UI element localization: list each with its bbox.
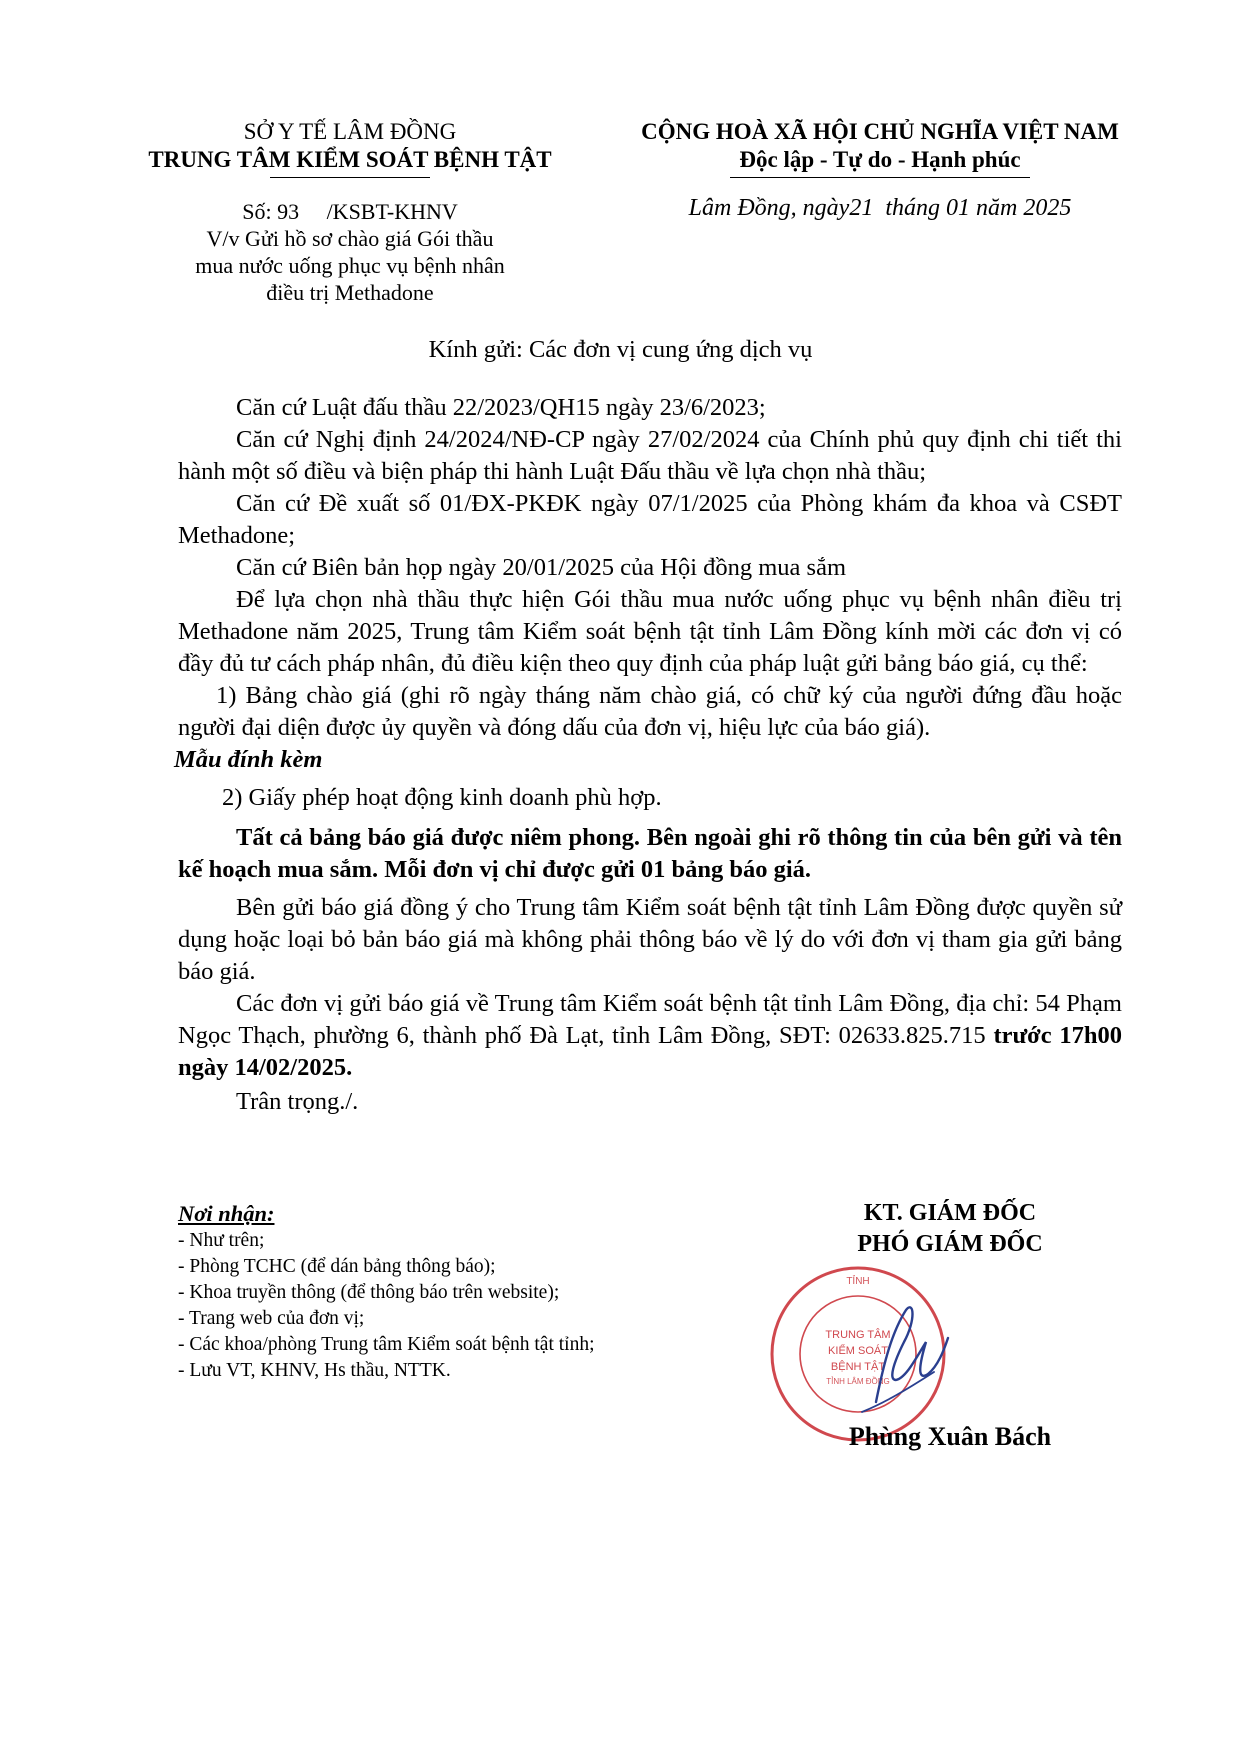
recipient-item: - Như trên;: [178, 1230, 265, 1251]
paragraph-legal-basis-2: Căn cứ Nghị định 24/2024/NĐ-CP ngày 27/02/2024 của Chính phủ quy định chi tiết thi hành một số điều và biện pháp thi hành Luật Đấu thầu về lựa chọn nhà thầu;: [178, 426, 1122, 485]
paragraph-legal-basis-1: Căn cứ Luật đấu thầu 22/2023/QH15 ngày 23/6/2023;: [236, 394, 766, 421]
recipients-title: Nơi nhận:: [178, 1201, 275, 1226]
svg-text:TRUNG TÂM: TRUNG TÂM: [825, 1329, 891, 1341]
document-reference: [110, 198, 590, 306]
submission-deadline: trước 17h00 ngày 14/02/2025.: [178, 1022, 1122, 1081]
svg-text:BỆNH TẬT: BỆNH TẬT: [830, 1361, 886, 1373]
recipients-list: [178, 1200, 738, 1384]
paragraph-legal-basis-3: Căn cứ Đề xuất số 01/ĐX-PKĐK ngày 07/1/2025 của Phòng khám đa khoa và CSĐT Methadone;: [178, 490, 1122, 549]
attachment-note: Mẫu đính kèm: [174, 746, 323, 773]
paragraph-invitation: Để lựa chọn nhà thầu thực hiện Gói thầu mua nước uống phục vụ bệnh nhân điều trị Methadone năm 2025, Trung tâm Kiểm soát bệnh tật tỉnh Lâm Đồng kính mời các đơn vị có đầy đủ tư cách pháp nhân, đủ điều kiện theo quy định của pháp luật gửi bảng báo giá, cụ thể:: [178, 586, 1122, 677]
issue-date: Lâm Đồng, ngày21 tháng 01 năm 2025: [688, 195, 1072, 221]
document-number: Số: 93 /KSBT-KHNV: [242, 199, 458, 224]
national-motto-header: [600, 118, 1160, 178]
department-name: SỞ Y TẾ LÂM ĐỒNG: [243, 119, 457, 144]
subject-line-3: điều trị Methadone: [266, 280, 434, 305]
paragraph-rights: Bên gửi báo giá đồng ý cho Trung tâm Kiểm soát bệnh tật tỉnh Lâm Đồng được quyền sử dụng hoặc loại bỏ bản báo giá mà không phải thông báo về lý do với đơn vị tham gia gửi bảng báo giá.: [178, 894, 1122, 985]
motto-underline: [730, 177, 1030, 178]
national-motto: Độc lập - Tự do - Hạnh phúc: [739, 147, 1021, 172]
signature-title-2: PHÓ GIÁM ĐỐC: [857, 1231, 1043, 1257]
svg-text:TỈNH LÂM ĐỒNG: TỈNH LÂM ĐỒNG: [826, 1377, 890, 1386]
agency-name: TRUNG TÂM KIỂM SOÁT BỆNH TẬT: [148, 147, 552, 172]
signer-name: Phùng Xuân Bách: [848, 1422, 1052, 1451]
official-seal-stamp: [766, 1262, 951, 1447]
salutation: Kính gửi: Các đơn vị cung ứng dịch vụ: [428, 336, 813, 363]
recipient-item: - Trang web của đơn vị;: [178, 1308, 365, 1329]
country-name: CỘNG HOÀ XÃ HỘI CHỦ NGHĨA VIỆT NAM: [641, 119, 1119, 144]
subject-line-1: V/v Gửi hồ sơ chào giá Gói thầu: [206, 226, 494, 251]
agency-underline: [270, 177, 430, 178]
recipient-item: - Các khoa/phòng Trung tâm Kiểm soát bệnh tật tỉnh;: [178, 1334, 595, 1355]
letter-body: [174, 392, 1122, 1118]
closing-remark: Trân trọng./.: [236, 1088, 359, 1115]
subject-line-2: mua nước uống phục vụ bệnh nhân: [195, 253, 505, 278]
signature-title-1: KT. GIÁM ĐỐC: [863, 1200, 1037, 1226]
recipient-item: - Khoa truyền thông (để thông báo trên website);: [178, 1282, 560, 1303]
svg-text:TỈNH: TỈNH: [846, 1276, 870, 1287]
requirement-item-2: 2) Giấy phép hoạt động kinh doanh phù hợp.: [222, 784, 662, 811]
paragraph-submission: [178, 988, 1122, 1084]
svg-text:KIỂM SOÁT: KIỂM SOÁT: [828, 1345, 888, 1357]
recipient-item: - Phòng TCHC (để dán bảng thông báo);: [178, 1256, 496, 1277]
paragraph-legal-basis-4: Căn cứ Biên bản họp ngày 20/01/2025 của Hội đồng mua sắm: [236, 554, 847, 581]
sealed-quotation-notice: Tất cả bảng báo giá được niêm phong. Bên ngoài ghi rõ thông tin của bên gửi và tên kế hoạch mua sắm. Mỗi đơn vị chỉ được gửi 01 bảng báo giá.: [178, 824, 1122, 883]
recipient-item: - Lưu VT, KHNV, Hs thầu, NTTK.: [178, 1360, 451, 1381]
requirement-item-1: 1) Bảng chào giá (ghi rõ ngày tháng năm chào giá, có chữ ký của người đứng đầu hoặc người đại diện được ủy quyền và đóng dấu của đơn vị, hiệu lực của báo giá).: [178, 682, 1122, 741]
submission-address: Các đơn vị gửi báo giá về Trung tâm Kiểm soát bệnh tật tỉnh Lâm Đồng, địa chỉ: 54 Phạm Ngọc Thạch, phường 6, thành phố Đà Lạt, tỉnh Lâm Đồng, SĐT: 02633.825.715: [178, 990, 1122, 1049]
signature-block: [790, 1198, 1110, 1260]
issuing-agency-header: [110, 118, 590, 178]
